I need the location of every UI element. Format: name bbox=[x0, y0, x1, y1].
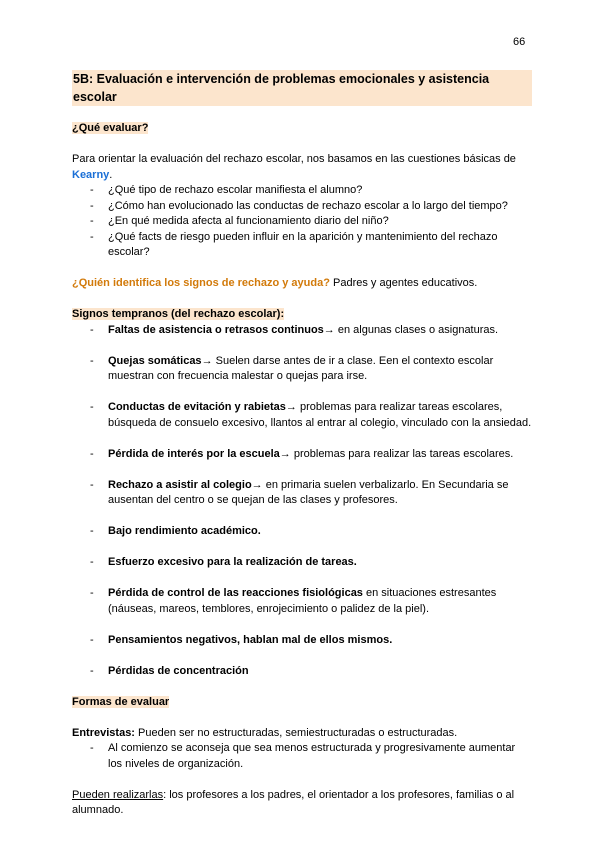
list-item: - Pérdida de interés por la escuela→ problemas para realizar las tareas escolares. bbox=[72, 447, 532, 463]
what-evaluate-intro: Para orientar la evaluación del rechazo escolar, nos basamos en las cuestiones básicas de Kearny. bbox=[72, 153, 516, 181]
page-number: 66 bbox=[513, 36, 526, 48]
list-item: - Pensamientos negativos, hablan mal de ellos mismos. bbox=[72, 633, 532, 649]
list-item: - Rechazo a asistir al colegio→ en primaria suelen verbalizarlo. En Secundaria se ausentan del centro o se quejan de las clases y profesores. bbox=[72, 478, 532, 509]
list-item: - Esfuerzo excesivo para la realización de tareas. bbox=[72, 555, 532, 571]
who-performs-paragraph: Pueden realizarlas: los profesores a los padres, el orientador a los profesores, familias o al alumnado. bbox=[72, 788, 515, 816]
early-signs-list bbox=[72, 323, 532, 680]
list-item: - Conductas de evitación y rabietas→ problemas para realizar tareas escolares, búsqueda de consuelo excesivo, llantos al entrar al colegio, vinculado con la ansiedad. bbox=[72, 400, 532, 431]
list-item: - Bajo rendimiento académico. bbox=[72, 524, 532, 540]
list-item: - Faltas de asistencia o retrasos continuos→ en algunas clases o asignaturas. bbox=[72, 323, 532, 339]
early-signs-heading: Signos tempranos (del rechazo escolar): bbox=[72, 308, 285, 320]
list-item: - ¿Cómo han evolucionado las conductas de rechazo escolar a lo largo del tiempo? bbox=[72, 199, 532, 215]
list-item: - ¿En qué medida afecta al funcionamiento diario del niño? bbox=[72, 214, 532, 230]
document-body bbox=[72, 70, 532, 819]
list-item: - Al comienzo se aconseja que sea menos estructurada y progresivamente aumentar los niveles de organización. bbox=[72, 741, 532, 772]
list-item: - ¿Qué tipo de rechazo escolar manifiesta el alumno? bbox=[72, 183, 532, 199]
author-link[interactable]: Kearny bbox=[72, 168, 110, 181]
questions-list bbox=[72, 183, 532, 261]
what-evaluate-heading: ¿Qué evaluar? bbox=[72, 122, 149, 134]
list-item: - Pérdida de control de las reacciones fisiológicas en situaciones estresantes (náuseas, mareos, temblores, enrojecimiento o palidez de la piel). bbox=[72, 586, 532, 617]
who-identifies: ¿Quién identifica los signos de rechazo y ayuda? Padres y agentes educativos. bbox=[72, 277, 478, 289]
forms-heading: Formas de evaluar bbox=[72, 695, 170, 708]
section-title: 5B: Evaluación e intervención de problemas emocionales y asistencia escolar bbox=[72, 70, 532, 106]
interviews-paragraph: Entrevistas: Pueden ser no estructuradas, semiestructuradas o estructuradas. bbox=[72, 726, 458, 739]
list-item: - Pérdidas de concentración bbox=[72, 664, 532, 680]
list-item: - ¿Qué facts de riesgo pueden influir en la aparición y mantenimiento del rechazo escolar? bbox=[72, 230, 532, 261]
interviews-list bbox=[72, 741, 532, 772]
list-item: - Quejas somáticas→ Suelen darse antes de ir a clase. Een el contexto escolar muestran con frecuencia malestar o quejas para irse. bbox=[72, 354, 532, 385]
